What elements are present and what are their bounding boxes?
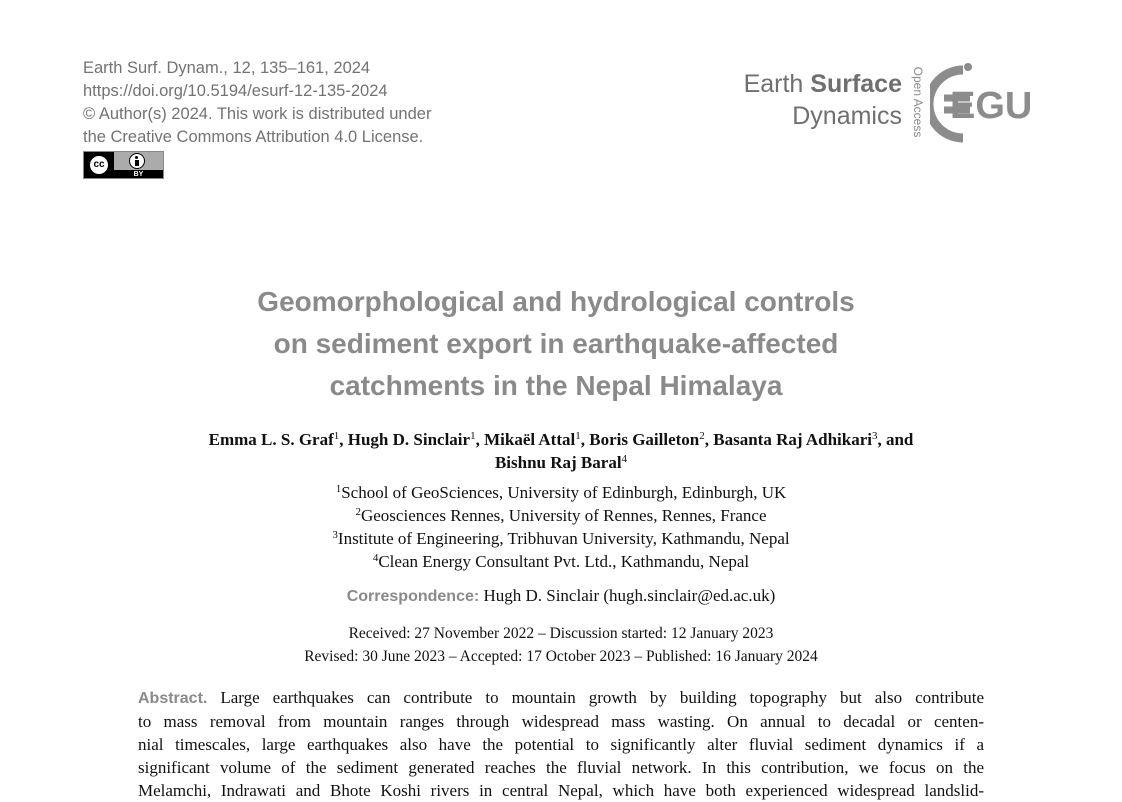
abstract xyxy=(138,686,984,802)
affiliation: $^3$Institute of Engineering, Tribhuvan University, Kathmandu, Nepal xyxy=(332,529,790,548)
correspondence-label: Correspondence: xyxy=(346,588,480,605)
by-label: BY xyxy=(133,171,144,178)
affiliation-list xyxy=(120,481,1002,573)
correspondence-contact[interactable]: Hugh D. Sinclair (hugh.sinclair@ed.ac.uk) xyxy=(483,586,776,605)
dates-line: Received: 27 November 2022 – Discussion started: 12 January 2023 xyxy=(348,625,774,642)
egu-logo xyxy=(930,58,1042,150)
doi-link[interactable]: https://doi.org/10.5194/esurf-12-135-2024 xyxy=(83,82,388,100)
affiliation: $^2$Geosciences Rennes, University of Rennes, Rennes, France xyxy=(355,506,767,525)
title-line: Geomorphological and hydrological controls xyxy=(257,286,855,317)
open-access-label: Open Access xyxy=(911,66,925,138)
journal-name-line2: Dynamics xyxy=(792,102,902,130)
affiliation-marker: 2 xyxy=(699,430,705,442)
author-name: Emma L. S. Graf xyxy=(208,430,334,449)
cc-by-license-badge[interactable] xyxy=(83,151,164,179)
dates-line: Revised: 30 June 2023 – Accepted: 17 October 2023 – Published: 16 January 2024 xyxy=(304,648,818,665)
affiliation-marker: 1 xyxy=(333,430,340,442)
affiliation: $^1$School of GeoSciences, University of Edinburgh, Edinburgh, UK xyxy=(335,483,787,502)
journal-name-word2: Surface xyxy=(810,70,902,98)
publication-dates xyxy=(120,622,1002,668)
citation-block xyxy=(83,57,431,149)
correspondence xyxy=(120,584,1002,608)
creative-commons-icon: cc xyxy=(88,154,110,176)
copyright-notice: © Author(s) 2024. This work is distributed under xyxy=(83,105,432,123)
egu-logo-text: EGU xyxy=(950,85,1033,127)
author-name: Hugh D. Sinclair xyxy=(347,430,471,449)
abstract-line: nial timescales, large earthquakes also have the potential to significantly alter fluvial sediment dynamics if a xyxy=(138,735,984,754)
journal-name-word1: Earth xyxy=(743,70,804,98)
journal-name xyxy=(744,68,902,132)
author-name: Basanta Raj Adhikari xyxy=(713,430,872,449)
author-name: Mikaël Attal xyxy=(484,430,576,449)
license-notice: the Creative Commons Attribution 4.0 License. xyxy=(83,128,424,146)
abstract-line: significant volume of the sediment generated reaches the fluvial network. In this contribution, we focus on the xyxy=(138,758,984,777)
author-name: Boris Gailleton xyxy=(589,430,700,449)
abstract-line: to mass removal from mountain ranges through widespread mass wasting. On annual to decadal or centen- xyxy=(138,712,984,731)
paper-title xyxy=(150,281,962,407)
journal-citation: Earth Surf. Dynam., 12, 135–161, 2024 xyxy=(83,59,371,77)
abstract-line: Melamchi, Indrawati and Bhote Koshi rivers in central Nepal, which have both experienced widespread landslid- xyxy=(138,781,984,800)
author-list: Emma L. S. Graf$^1$, Hugh D. Sinclair$^1$, Mikaël Attal$^1$, Boris Gailleton$^2$, Basanta Raj Adhikari$^3$, and Bishnu Raj Baral$^4$ xyxy=(208,430,914,472)
title-line: catchments in the Nepal Himalaya xyxy=(329,370,783,401)
attribution-person-icon xyxy=(129,153,145,169)
abstract-line: Abstract. Large earthquakes can contribute to mountain growth by building topography but also contribute xyxy=(138,688,985,707)
abstract-label: Abstract. xyxy=(138,690,208,707)
affiliation-marker: 1 xyxy=(470,430,476,442)
affiliation-marker: 3 xyxy=(871,430,878,442)
affiliation: $^4$Clean Energy Consultant Pvt. Ltd., Kathmandu, Nepal xyxy=(372,552,750,571)
affiliation-marker: 4 xyxy=(621,453,628,465)
title-line: on sediment export in earthquake-affected xyxy=(273,328,839,359)
author-name: Bishnu Raj Baral xyxy=(494,453,622,472)
affiliation-marker: 1 xyxy=(575,430,581,442)
